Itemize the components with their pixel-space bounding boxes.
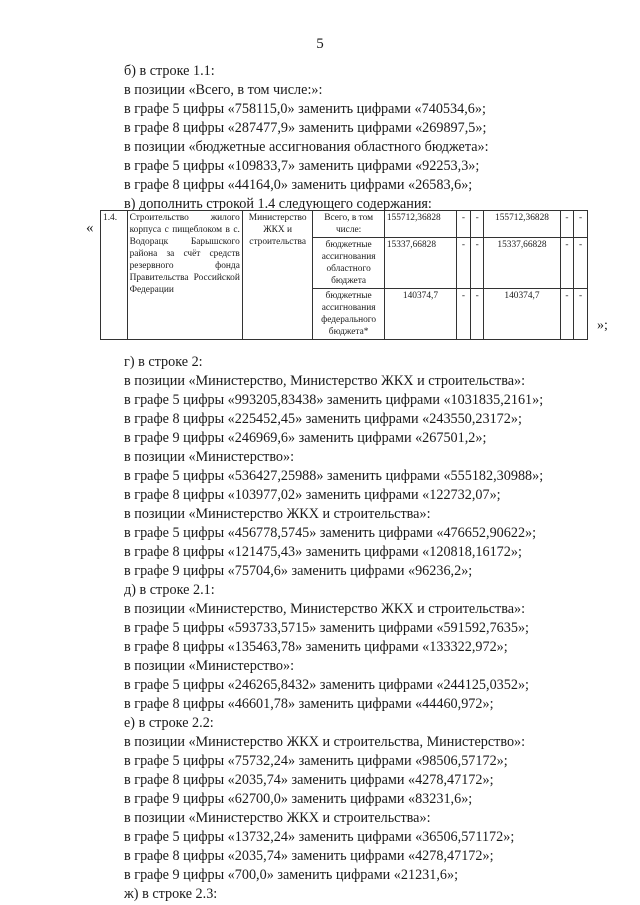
text-line: в позиции «Министерство ЖКХ и строительства»:: [124, 810, 431, 826]
table-row: [101, 211, 588, 238]
table-open-quote: «: [86, 220, 94, 236]
text-line: в графе 5 цифры «593733,5715» заменить цифрами «591592,7635»;: [124, 620, 529, 636]
text-line: ж) в строке 2.3:: [124, 886, 218, 902]
column-10-cell: -: [574, 289, 588, 340]
column-6-cell: -: [457, 289, 471, 340]
column-7-cell: -: [470, 289, 484, 340]
column-5-cell: 140374,7: [384, 289, 456, 340]
text-line: в графе 8 цифры «46601,78» заменить цифрами «44460,972»;: [124, 696, 494, 712]
text-line: в позиции «бюджетные ассигнования областного бюджета»:: [124, 139, 489, 155]
text-line: в графе 9 цифры «75704,6» заменить цифрами «96236,2»;: [124, 563, 473, 579]
text-line: в позиции «Министерство, Министерство ЖКХ и строительства»:: [124, 373, 526, 389]
amendment-section-b: [124, 62, 624, 214]
column-7-cell: -: [470, 238, 484, 289]
text-line: в графе 8 цифры «103977,02» заменить цифрами «122732,07»;: [124, 487, 501, 503]
column-7-cell: -: [470, 211, 484, 238]
column-8-cell: 15337,66828: [484, 238, 560, 289]
funding-source-cell: бюджетные ассигнования федерального бюджета*: [313, 289, 384, 340]
table-close-quote: »;: [597, 318, 608, 333]
text-line: в графе 8 цифры «2035,74» заменить цифрами «4278,47172»;: [124, 772, 494, 788]
text-line: д) в строке 2.1:: [124, 582, 215, 598]
text-line: в графе 5 цифры «109833,7» заменить цифрами «92253,3»;: [124, 158, 480, 174]
text-line: в позиции «Министерство, Министерство ЖКХ и строительства»:: [124, 601, 526, 617]
responsible-cell: Министерство ЖКХ и строительства: [242, 211, 313, 340]
row-number-cell: 1.4.: [101, 211, 128, 340]
text-line: в графе 5 цифры «536427,25988» заменить цифрами «555182,30988»;: [124, 468, 544, 484]
page-number: 5: [316, 36, 324, 52]
text-line: в графе 8 цифры «225452,45» заменить цифрами «243550,23172»;: [124, 411, 522, 427]
text-line: в позиции «Министерство ЖКХ и строительства»:: [124, 506, 431, 522]
column-5-cell: 15337,66828: [384, 238, 456, 289]
text-line: в графе 9 цифры «246969,6» заменить цифрами «267501,2»;: [124, 430, 487, 446]
amendment-table: [100, 210, 588, 340]
text-line: в графе 8 цифры «287477,9» заменить цифрами «269897,5»;: [124, 120, 487, 136]
column-8-cell: 140374,7: [484, 289, 560, 340]
text-line: в позиции «Министерство»:: [124, 449, 295, 465]
text-line: в графе 5 цифры «13732,24» заменить цифрами «36506,571172»;: [124, 829, 515, 845]
text-line: г) в строке 2:: [124, 354, 203, 370]
text-line: е) в строке 2.2:: [124, 715, 214, 731]
amendment-section-g: [124, 353, 624, 904]
text-line: в графе 9 цифры «62700,0» заменить цифрами «83231,6»;: [124, 791, 473, 807]
text-line: в графе 5 цифры «993205,83438» заменить цифрами «1031835,2161»;: [124, 392, 544, 408]
text-line: в графе 5 цифры «456778,5745» заменить цифрами «476652,90622»;: [124, 525, 537, 541]
column-10-cell: -: [574, 211, 588, 238]
column-9-cell: -: [560, 238, 574, 289]
column-9-cell: -: [560, 211, 574, 238]
column-10-cell: -: [574, 238, 588, 289]
column-5-cell: 155712,36828: [384, 211, 456, 238]
funding-source-cell: бюджетные ассигнования областного бюджета: [313, 238, 384, 289]
text-line: б) в строке 1.1:: [124, 63, 215, 79]
text-line: в графе 5 цифры «246265,8432» заменить цифрами «244125,0352»;: [124, 677, 529, 693]
text-line: в графе 8 цифры «121475,43» заменить цифрами «120818,16172»;: [124, 544, 522, 560]
text-line: в графе 5 цифры «75732,24» заменить цифрами «98506,57172»;: [124, 753, 508, 769]
funding-source-cell: Всего, в том числе:: [313, 211, 384, 238]
column-8-cell: 155712,36828: [484, 211, 560, 238]
text-line: в позиции «Министерство»:: [124, 658, 295, 674]
text-line: в позиции «Министерство ЖКХ и строительства, Министерство»:: [124, 734, 526, 750]
column-6-cell: -: [457, 211, 471, 238]
text-line: в графе 8 цифры «2035,74» заменить цифрами «4278,47172»;: [124, 848, 494, 864]
text-line: в графе 9 цифры «700,0» заменить цифрами «21231,6»;: [124, 867, 459, 883]
text-line: в) дополнить строкой 1.4 следующего содержания:: [124, 196, 432, 212]
column-9-cell: -: [560, 289, 574, 340]
text-line: в графе 8 цифры «135463,78» заменить цифрами «133322,972»;: [124, 639, 508, 655]
text-line: в позиции «Всего, в том числе:»:: [124, 82, 323, 98]
column-6-cell: -: [457, 238, 471, 289]
text-line: в графе 8 цифры «44164,0» заменить цифрами «26583,6»;: [124, 177, 473, 193]
project-name-cell: Строительство жилого корпуса с пищеблоком в с. Водорацк Барышского района за счёт средств резервного фонда Правительства Российской Федерации: [127, 211, 242, 340]
text-line: в графе 5 цифры «758115,0» заменить цифрами «740534,6»;: [124, 101, 486, 117]
